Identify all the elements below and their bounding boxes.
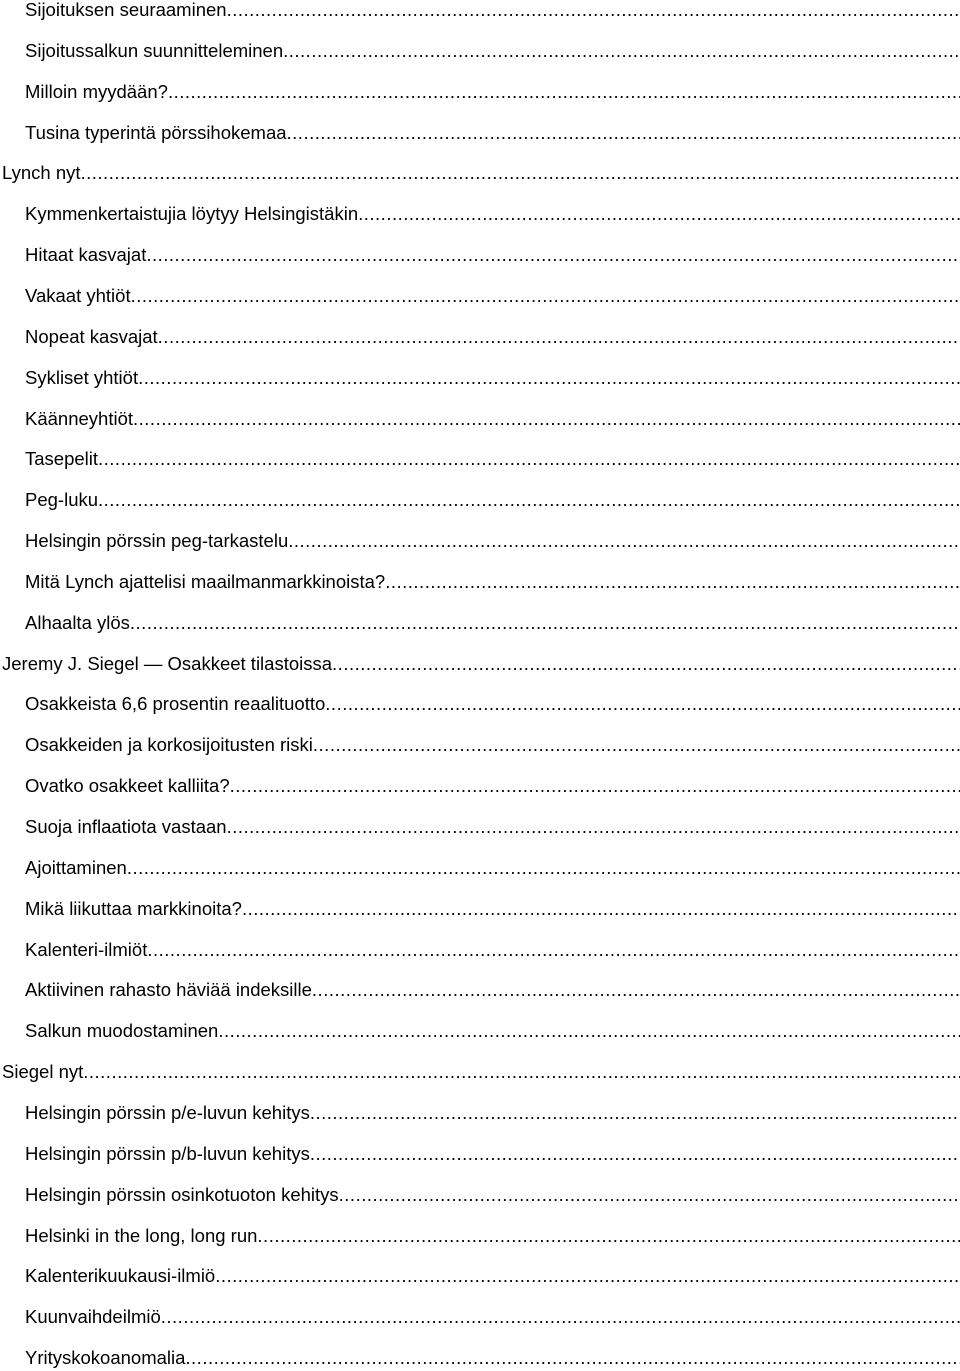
toc-entry[interactable] bbox=[0, 692, 960, 716]
toc-entry[interactable] bbox=[0, 1060, 960, 1084]
toc-entry[interactable] bbox=[0, 243, 960, 267]
toc-entry-title: Sijoituksen seuraaminen bbox=[25, 0, 227, 20]
toc-entry-title: Tusina typerintä pörssihokemaa bbox=[25, 121, 287, 143]
toc-entry-title: Aktiivinen rahasto häviää indeksille bbox=[25, 979, 312, 1001]
toc-entry-title: Alhaalta ylös bbox=[25, 611, 130, 633]
toc-entry[interactable] bbox=[0, 1224, 960, 1248]
toc-entry[interactable] bbox=[0, 774, 960, 798]
dot-leader bbox=[98, 447, 960, 471]
dot-leader bbox=[185, 1346, 960, 1370]
toc-entry-title: Lynch nyt bbox=[2, 162, 81, 184]
toc-entry-title: Tasepelit bbox=[25, 448, 99, 470]
dot-leader bbox=[130, 611, 960, 635]
dot-leader bbox=[339, 1183, 960, 1207]
dot-leader bbox=[310, 1101, 960, 1125]
toc-entry-title: Hitaat kasvajat bbox=[25, 244, 147, 266]
dot-leader bbox=[257, 1224, 960, 1248]
toc-entry-title: Helsinki in the long, long run bbox=[25, 1224, 258, 1246]
dot-leader bbox=[227, 815, 960, 839]
toc-entry-title: Mikä liikuttaa markkinoita? bbox=[25, 897, 242, 919]
dot-leader bbox=[133, 407, 960, 431]
dot-leader bbox=[242, 897, 960, 921]
toc-entry-title: Sijoitussalkun suunnitteleminen bbox=[25, 39, 284, 61]
toc-entry-title: Salkun muodostaminen bbox=[25, 1020, 219, 1042]
dot-leader bbox=[146, 243, 960, 267]
toc-entry[interactable] bbox=[0, 0, 960, 22]
dot-leader bbox=[131, 284, 960, 308]
toc-entry-title: Jeremy J. Siegel — Osakkeet tilastoissa bbox=[2, 652, 333, 674]
toc-entry[interactable] bbox=[0, 1264, 960, 1288]
toc-entry[interactable] bbox=[0, 121, 960, 145]
toc-entry-title: Helsingin pörssin p/e-luvun kehitys bbox=[25, 1101, 310, 1123]
toc-entry[interactable] bbox=[0, 611, 960, 635]
toc-entry-title: Kalenteri-ilmiöt bbox=[25, 938, 148, 960]
dot-leader bbox=[283, 39, 960, 63]
dot-leader bbox=[98, 488, 960, 512]
toc-entry-title: Milloin myydään? bbox=[25, 80, 168, 102]
toc-entry-title: Kuunvaihdeilmiö bbox=[25, 1306, 161, 1328]
toc-entry[interactable] bbox=[0, 325, 960, 349]
toc-entry[interactable] bbox=[0, 652, 960, 676]
toc-entry-title: Helsingin pörssin peg-tarkastelu bbox=[25, 530, 289, 552]
toc-entry[interactable] bbox=[0, 897, 960, 921]
toc-entry-title: Helsingin pörssin p/b-luvun kehitys bbox=[25, 1142, 310, 1164]
dot-leader bbox=[218, 1019, 960, 1043]
dot-leader bbox=[168, 80, 960, 104]
toc-entry[interactable] bbox=[0, 161, 960, 185]
dot-leader bbox=[158, 325, 960, 349]
toc-entry[interactable] bbox=[0, 1305, 960, 1329]
toc-entry-title: Sykliset yhtiöt bbox=[25, 366, 139, 388]
toc-entry-title: Siegel nyt bbox=[2, 1061, 84, 1083]
toc-entry[interactable] bbox=[0, 1346, 960, 1370]
dot-leader bbox=[83, 1060, 960, 1084]
toc-entry-title: Kalenterikuukausi-ilmiö bbox=[25, 1265, 216, 1287]
toc-entry-title: Suoja inflaatiota vastaan bbox=[25, 816, 227, 837]
toc-entry[interactable] bbox=[0, 366, 960, 390]
toc-entry[interactable] bbox=[0, 815, 960, 839]
toc-entry[interactable] bbox=[0, 1019, 960, 1043]
dot-leader bbox=[312, 978, 960, 1002]
dot-leader bbox=[230, 774, 960, 798]
dot-leader bbox=[325, 692, 960, 716]
dot-leader bbox=[313, 733, 960, 757]
toc-entry-title: Osakkeista 6,6 prosentin reaalituotto bbox=[25, 693, 326, 715]
dot-leader bbox=[127, 856, 960, 880]
toc-entry[interactable] bbox=[0, 202, 960, 226]
toc-entry-title: Ajoittaminen bbox=[25, 856, 127, 878]
toc-entry-title: Käänneyhtiöt bbox=[25, 407, 134, 429]
toc-entry[interactable] bbox=[0, 1142, 960, 1166]
dot-leader bbox=[287, 121, 960, 145]
dot-leader bbox=[161, 1305, 960, 1329]
toc-entry[interactable] bbox=[0, 570, 960, 594]
toc-entry-title: Helsingin pörssin osinkotuoton kehitys bbox=[25, 1183, 339, 1205]
toc-entry-title: Osakkeiden ja korkosijoitusten riski bbox=[25, 734, 313, 756]
toc-entry[interactable] bbox=[0, 978, 960, 1002]
dot-leader bbox=[332, 652, 960, 676]
dot-leader bbox=[147, 938, 960, 962]
toc-entry-title: Yrityskokoanomalia bbox=[25, 1347, 186, 1369]
toc-entry-title: Peg-luku bbox=[25, 489, 99, 511]
toc-entry[interactable] bbox=[0, 284, 960, 308]
toc-entry[interactable] bbox=[0, 856, 960, 880]
dot-leader bbox=[81, 161, 960, 185]
toc-entry[interactable] bbox=[0, 1183, 960, 1207]
toc-entry[interactable] bbox=[0, 488, 960, 512]
toc-entry[interactable] bbox=[0, 407, 960, 431]
toc-entry[interactable] bbox=[0, 1101, 960, 1125]
dot-leader bbox=[215, 1264, 960, 1288]
toc-entry-title: Nopeat kasvajat bbox=[25, 325, 158, 347]
toc-entry-title: Kymmenkertaistujia löytyy Helsingistäkin bbox=[25, 203, 359, 225]
dot-leader bbox=[227, 0, 960, 22]
toc-entry[interactable] bbox=[0, 80, 960, 104]
dot-leader bbox=[138, 366, 960, 390]
dot-leader bbox=[288, 529, 960, 553]
toc-entry[interactable] bbox=[0, 529, 960, 553]
toc-entry[interactable] bbox=[0, 447, 960, 471]
toc-entry-title: Mitä Lynch ajattelisi maailmanmarkkinoista? bbox=[25, 570, 386, 592]
toc-entry[interactable] bbox=[0, 938, 960, 962]
toc-entry[interactable] bbox=[0, 733, 960, 757]
dot-leader bbox=[310, 1142, 960, 1166]
toc-entry-title: Vakaat yhtiöt bbox=[25, 284, 131, 306]
dot-leader bbox=[385, 570, 960, 594]
dot-leader bbox=[358, 202, 960, 226]
toc-entry[interactable] bbox=[0, 39, 960, 63]
toc-entry-title: Ovatko osakkeet kalliita? bbox=[25, 775, 230, 797]
